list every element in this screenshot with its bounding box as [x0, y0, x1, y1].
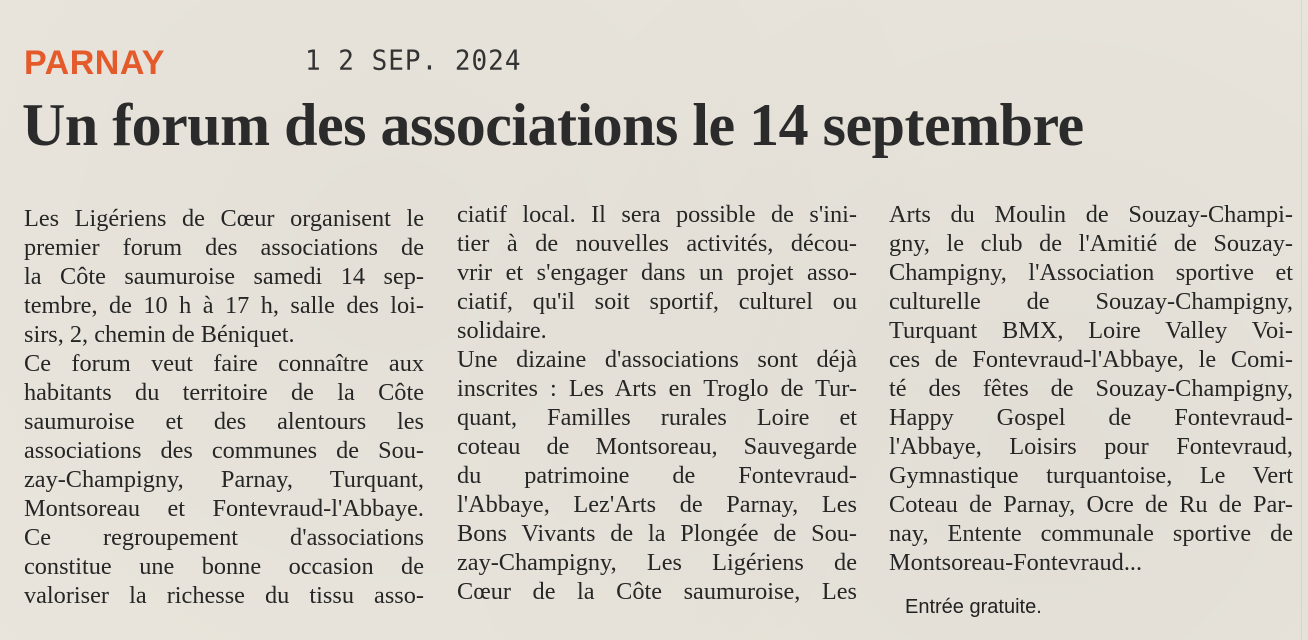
- text-line: Happy Gospel de Fontevraud-: [889, 404, 1293, 431]
- text-line: solidaire.: [457, 317, 547, 344]
- text-line: culturelle de Souzay-Champigny,: [889, 288, 1293, 315]
- text-line: tembre, de 10 h à 17 h, salle des loi-: [24, 292, 424, 319]
- text-line: Arts du Moulin de Souzay-Champi-: [889, 201, 1293, 228]
- text-line: Cœur de la Côte saumuroise, Les: [457, 578, 857, 605]
- text-line: zay-Champigny, Parnay, Turquant,: [24, 466, 424, 493]
- text-line: tier à de nouvelles activités, décou-: [457, 230, 857, 257]
- text-line: gny, le club de l'Amitié de Souzay-: [889, 230, 1293, 257]
- date-stamp: 1 2 SEP. 2024: [305, 45, 522, 77]
- text-line: Bons Vivants de la Plongée de Sou-: [457, 520, 857, 547]
- text-line: valoriser la richesse du tissu asso-: [24, 582, 424, 609]
- text-line: saumuroise et des alentours les: [24, 408, 424, 435]
- text-line: Une dizaine d'associations sont déjà: [457, 346, 857, 373]
- article-column-2: [457, 200, 857, 606]
- text-line: sirs, 2, chemin de Béniquet.: [24, 321, 295, 348]
- text-line: Montsoreau-Fontevraud...: [889, 549, 1143, 576]
- text-line: Coteau de Parnay, Ocre de Ru de Par-: [889, 491, 1293, 518]
- text-line: Montsoreau et Fontevraud-l'Abbaye.: [24, 495, 424, 522]
- text-line: Gymnastique turquantoise, Le Vert: [889, 462, 1293, 489]
- text-line: constitue une bonne occasion de: [24, 553, 424, 580]
- page-edge-divider: [1301, 0, 1302, 640]
- text-line: ciatif, qu'il soit sportif, culturel ou: [457, 288, 857, 315]
- text-line: coteau de Montsoreau, Sauvegarde: [457, 433, 857, 460]
- text-line: habitants du territoire de la Côte: [24, 379, 424, 406]
- text-line: Les Ligériens de Cœur organisent le: [24, 205, 424, 232]
- text-line: ces de Fontevraud-l'Abbaye, le Comi-: [889, 346, 1293, 373]
- text-line: Ce forum veut faire connaître aux: [24, 350, 424, 377]
- text-line: zay-Champigny, Les Ligériens de: [457, 549, 857, 576]
- text-line: l'Abbaye, Loisirs pour Fontevraud,: [889, 433, 1293, 460]
- text-line: la Côte saumuroise samedi 14 sep-: [24, 263, 424, 290]
- article-column-3: [889, 200, 1293, 577]
- text-line: Champigny, l'Association sportive et: [889, 259, 1293, 286]
- text-line: vrir et s'engager dans un projet asso-: [457, 259, 857, 286]
- text-line: Ce regroupement d'associations: [24, 524, 424, 551]
- text-line: l'Abbaye, Lez'Arts de Parnay, Les: [457, 491, 857, 518]
- text-line: associations des communes de Sou-: [24, 437, 424, 464]
- entry-note: Entrée gratuite.: [905, 596, 1042, 618]
- text-line: té des fêtes de Souzay-Champigny,: [889, 375, 1293, 402]
- text-line: du patrimoine de Fontevraud-: [457, 462, 857, 489]
- text-line: inscrites : Les Arts en Troglo de Tur-: [457, 375, 857, 402]
- text-line: premier forum des associations de: [24, 234, 424, 261]
- text-line: quant, Familles rurales Loire et: [457, 404, 857, 431]
- section-kicker: PARNAY: [24, 44, 165, 82]
- headline: Un forum des associations le 14 septembre: [22, 92, 1084, 158]
- text-line: Turquant BMX, Loire Valley Voi-: [889, 317, 1293, 344]
- text-line: ciatif local. Il sera possible de s'ini-: [457, 201, 857, 228]
- article-column-1: [24, 204, 424, 610]
- text-line: nay, Entente communale sportive de: [889, 520, 1293, 547]
